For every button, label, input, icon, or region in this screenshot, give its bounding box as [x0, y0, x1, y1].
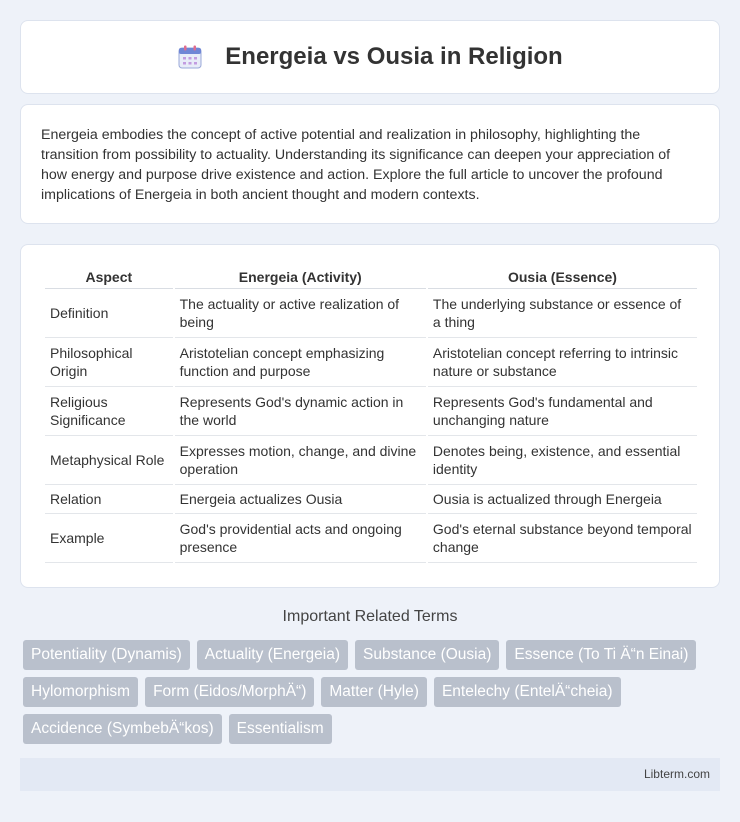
related-terms-title: Important Related Terms	[282, 608, 458, 625]
related-term-tag[interactable]: Substance (Ousia)	[355, 640, 499, 670]
header-card	[20, 20, 720, 94]
related-term-tag[interactable]: Matter (Hyle)	[321, 677, 427, 707]
table-cell: Religious Significance	[45, 387, 173, 436]
table-cell: Represents God's dynamic action in the world	[175, 387, 426, 436]
column-header-energeia: Energeia (Activity)	[175, 267, 426, 289]
table-cell: God's eternal substance beyond temporal change	[428, 514, 697, 563]
page-title: Energeia vs Ousia in Religion	[225, 43, 563, 70]
related-terms-list	[23, 640, 723, 744]
table-cell: The actuality or active realization of being	[175, 289, 426, 338]
footer-site-link[interactable]: Libterm.com	[643, 767, 710, 781]
calendar-icon	[177, 44, 203, 70]
table-row	[45, 289, 697, 338]
comparison-table	[43, 267, 699, 563]
intro-card	[20, 104, 720, 224]
table-row	[45, 436, 697, 485]
table-cell: The underlying substance or essence of a thing	[428, 289, 697, 338]
table-cell: Denotes being, existence, and essential identity	[428, 436, 697, 485]
table-cell: Energeia actualizes Ousia	[175, 485, 426, 514]
related-term-tag[interactable]: Form (Eidos/MorphÄ“)	[145, 677, 314, 707]
footer	[20, 758, 720, 791]
table-cell: Metaphysical Role	[45, 436, 173, 485]
table-cell: Represents God's fundamental and unchanging nature	[428, 387, 697, 436]
table-header-row	[45, 267, 697, 289]
table-cell: Expresses motion, change, and divine operation	[175, 436, 426, 485]
table-row	[45, 514, 697, 563]
column-header-ousia: Ousia (Essence)	[428, 267, 697, 289]
related-term-tag[interactable]: Hylomorphism	[23, 677, 138, 707]
intro-text: Energeia embodies the concept of active potential and realization in philosophy, highlighting the transition from possibility to actuality. Understanding its significance can deepen your appreciation of how energy and purpose drive existence and action. Explore the full article to uncover the profound implications of Energeia in both ancient thought and modern contexts.	[41, 127, 671, 203]
table-cell: Example	[45, 514, 173, 563]
table-cell: Definition	[45, 289, 173, 338]
table-cell: Aristotelian concept emphasizing function and purpose	[175, 338, 426, 387]
table-row	[45, 387, 697, 436]
table-row	[45, 338, 697, 387]
related-term-tag[interactable]: Potentiality (Dynamis)	[23, 640, 190, 670]
table-cell: Aristotelian concept referring to intrinsic nature or substance	[428, 338, 697, 387]
table-cell: Philosophical Origin	[45, 338, 173, 387]
related-term-tag[interactable]: Actuality (Energeia)	[197, 640, 348, 670]
related-term-tag[interactable]: Entelechy (EntelÄ“cheia)	[434, 677, 621, 707]
table-cell: Relation	[45, 485, 173, 514]
column-header-aspect: Aspect	[45, 267, 173, 289]
related-term-tag[interactable]: Essence (To Ti Ä“n Einai)	[506, 640, 696, 670]
table-cell: God's providential acts and ongoing presence	[175, 514, 426, 563]
table-row	[45, 485, 697, 514]
related-term-tag[interactable]: Accidence (SymbebÄ“kos)	[23, 714, 222, 744]
comparison-table-card	[20, 244, 720, 588]
related-term-tag[interactable]: Essentialism	[229, 714, 332, 744]
table-cell: Ousia is actualized through Energeia	[428, 485, 697, 514]
